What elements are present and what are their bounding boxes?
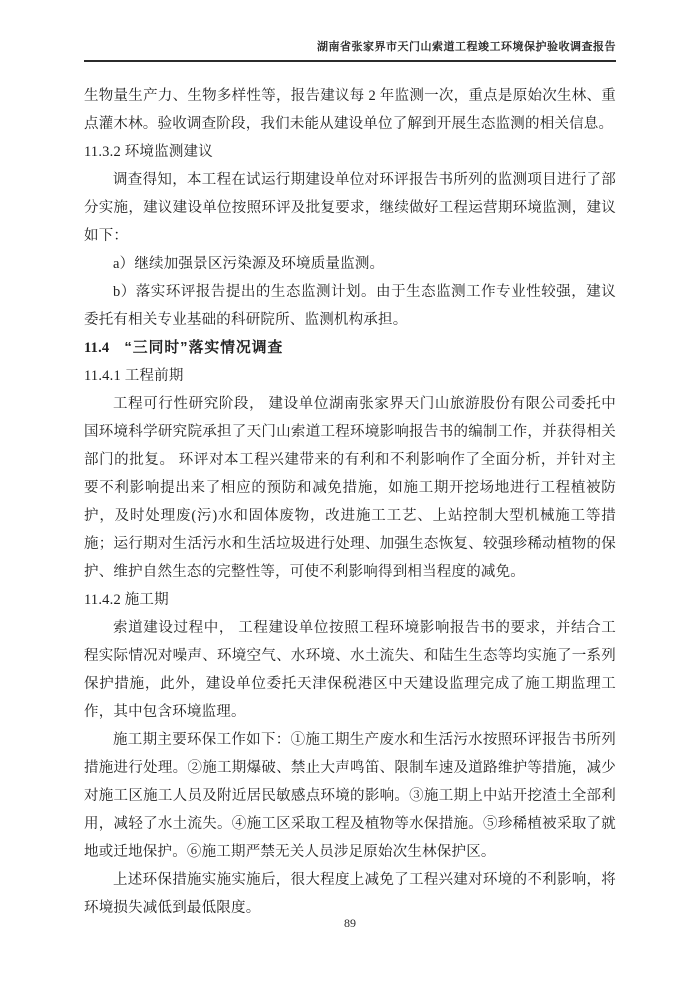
- header-title: 湖南省张家界市天门山索道工程竣工环境保护验收调查报告: [317, 41, 616, 53]
- paragraph-construction-process: 索道建设过程中， 工程建设单位按照工程环境影响报告书的要求，并结合工程实际情况对噪声、环境空气、水环境、水土流失、和陆生生态等均实施了一系列保护措施，此外，建设单位委托天津保税港区中天建设监理完成了施工期监理工作，其中包含环境监理。: [84, 620, 616, 720]
- page-number: 89: [344, 916, 356, 930]
- heading-11-4: [84, 334, 616, 362]
- page-footer: [0, 916, 700, 931]
- document-body: [84, 82, 616, 922]
- page-header: [84, 38, 616, 62]
- paragraph-biomass-monitoring: 生物量生产力、生物多样性等，报告建议每 2 年监测一次，重点是原始次生林、重点灌木林。验收调查阶段，我们未能从建设单位了解到开展生态监测的相关信息。: [84, 88, 616, 132]
- heading-11-4-2: 11.4.2 施工期: [84, 592, 169, 608]
- header-rule: [84, 60, 616, 62]
- paragraph-construction-measures: 施工期主要环保工作如下：①施工期生产废水和生活污水按照环评报告书所列措施进行处理。②施工期爆破、禁止大声鸣笛、限制车速及道路维护等措施，减少对施工区施工人员及附近居民敏感点环境的影响。③施工期上中站开挖渣土全部利用，减轻了水土流失。④施工区采取工程及植物等水保措施。⑤珍稀植被采取了就地或迁地保护。⑥施工期严禁无关人员涉足原始次生林保护区。: [84, 732, 616, 860]
- heading-11-4-1: 11.4.1 工程前期: [84, 368, 184, 384]
- paragraph-survey-findings: 调查得知，本工程在试运行期建设单位对环评报告书所列的监测项目进行了部分实施，建议建设单位按照环评及批复要求，继续做好工程运营期环境监测，建议如下：: [84, 172, 616, 244]
- heading-11-4-text: “三同时”落实情况调查: [124, 340, 284, 356]
- list-item-a: a）继续加强景区污染源及环境质量监测。: [113, 256, 385, 272]
- heading-11-3-2: 11.3.2 环境监测建议: [84, 144, 213, 160]
- list-item-b: b）落实环评报告提出的生态监测计划。由于生态监测工作专业性较强，建议委托有相关专业基础的科研院所、监测机构承担。: [84, 284, 616, 328]
- paragraph-feasibility-stage: 工程可行性研究阶段， 建设单位湖南张家界天门山旅游股份有限公司委托中国环境科学研究院承担了天门山索道工程环境影响报告书的编制工作，并获得相关部门的批复。 环评对本工程兴建带来的有利和不利影响作了全面分析，并针对主要不利影响提出来了相应的预防和减免措施，如施工期开挖场地进行工程植被防护，及时处理废(污)水和固体废物，改进施工工艺、上站控制大型机械施工等措施；运行期对生活污水和生活垃圾进行处理、加强生态恢复、较强珍稀动植物的保护、维护自然生态的完整性等，可使不利影响得到相当程度的减免。: [84, 396, 616, 580]
- heading-11-4-number: 11.4: [84, 340, 110, 356]
- paragraph-conclusion: 上述环保措施实施实施后，很大程度上减免了工程兴建对环境的不利影响，将环境损失减低到最低限度。: [84, 872, 616, 916]
